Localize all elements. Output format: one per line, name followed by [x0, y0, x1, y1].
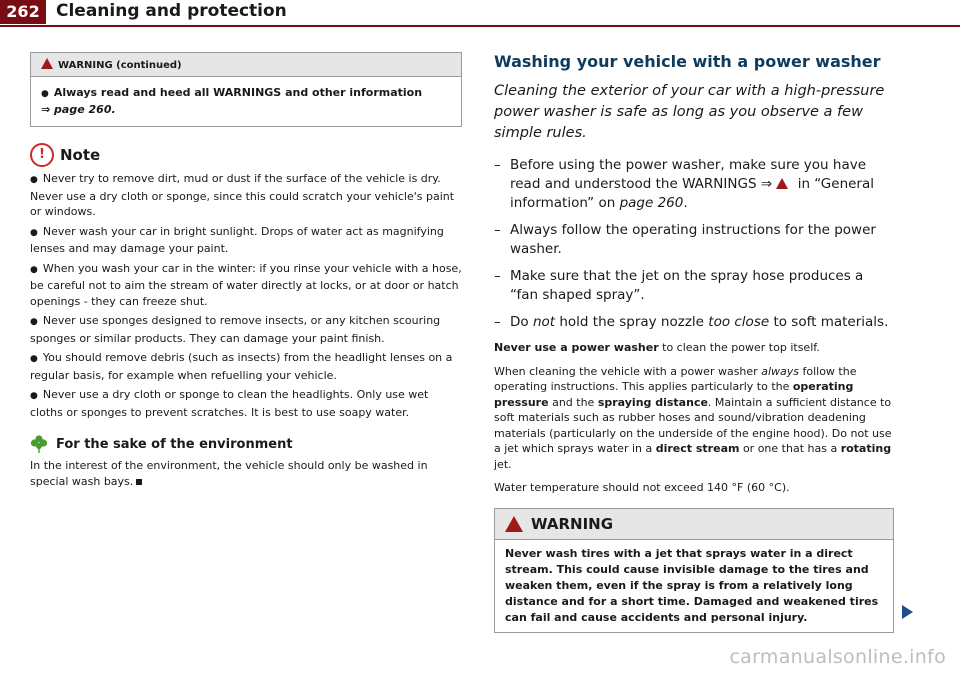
- warning-box: [494, 508, 894, 633]
- page-reference-link[interactable]: page 260: [619, 195, 684, 211]
- warning-triangle-icon: [776, 178, 788, 189]
- list-item: ● When you wash your car in the winter: if you rinse your vehicle with a hose, be careful not to aim the stream of water directly at locks, or at door or hatch openings - they can freeze shut.: [30, 261, 462, 308]
- bullet-icon: ●: [41, 89, 49, 99]
- list-item: – Always follow the operating instructions for the power washer.: [494, 222, 876, 257]
- warning-continued-body: ● Always read and heed all WARNINGS and other information ⇒ page 260.: [41, 86, 423, 116]
- note-list: [30, 171, 462, 420]
- warning-continued-heading: WARNING (continued): [31, 53, 461, 77]
- warning-heading: WARNING: [495, 509, 893, 540]
- section-heading: Washing your vehicle with a power washer: [494, 52, 881, 71]
- list-item: – Make sure that the jet on the spray hose produces a “fan shaped spray”.: [494, 268, 864, 303]
- list-item: – Before using the power washer, make sure you have read and understood the WARNINGS ⇒ in “General information” on page 260.: [494, 157, 875, 211]
- list-item: ● Never wash your car in bright sunlight. Drops of water act as magnifying lenses and may damage your paint.: [30, 224, 444, 255]
- continue-arrow-icon[interactable]: [902, 605, 913, 619]
- list-item: ● Never try to remove dirt, mud or dust if the surface of the vehicle is dry. Never use a dry cloth or sponge, since this could scratch your vehicle's paint or windows.: [30, 172, 455, 218]
- list-item: ● Never use a dry cloth or sponge to clean the headlights. Only use wet cloths or sponges to prevent scratches. It is best to use soapy water.: [30, 388, 429, 419]
- list-item: – Do not hold the spray nozzle too close to soft materials.: [494, 314, 889, 330]
- warning-body: Never wash tires with a jet that sprays water in a direct stream. This could cause invisible damage to the tires and weaken them, even if the spray is from a relatively long distance and for a short time. Damaged and weakened tires can fail and cause accidents and personal injury.: [505, 546, 879, 624]
- end-of-section-icon: [136, 479, 142, 485]
- note-heading: ! Note: [30, 143, 462, 167]
- operating-paragraph: When cleaning the vehicle with a power washer always follow the operating instructions. This applies particularly to the operating pressure and the spraying distance. Maintain a sufficient distance to soft materials such as rubber hoses and sound/vibration deadening materials (particularly on the underside of the engine hood). Do not use a jet which sprays water in a direct stream or one that has a rotating jet.: [494, 364, 892, 471]
- left-column: [30, 52, 462, 489]
- page-number: 262: [0, 0, 46, 24]
- list-item: ● You should remove debris (such as insects) from the headlight lenses on a regular basis, for example when refuelling your vehicle.: [30, 351, 453, 382]
- power-top-paragraph: Never use a power washer to clean the power top itself.: [494, 341, 820, 354]
- watermark: carmanualsonline.info: [729, 646, 946, 668]
- page-reference-link[interactable]: ⇒ page 260.: [41, 103, 116, 116]
- environment-heading: For the sake of the environment: [30, 434, 462, 454]
- warning-triangle-icon: [505, 516, 523, 532]
- page-header: [0, 0, 960, 28]
- warning-continued-box: [30, 52, 462, 127]
- warning-triangle-icon: [41, 58, 53, 69]
- environment-text: In the interest of the environment, the vehicle should only be washed in special wash bays.: [30, 459, 428, 488]
- step-list: [494, 156, 894, 332]
- temperature-paragraph: Water temperature should not exceed 140 °F (60 °C).: [494, 481, 790, 494]
- exclamation-circle-icon: !: [30, 143, 54, 167]
- list-item: ● Never use sponges designed to remove insects, or any kitchen scouring sponges or similar products. They can damage your paint finish.: [30, 314, 441, 345]
- header-rule: [0, 25, 960, 27]
- section-title: Cleaning and protection: [56, 1, 287, 21]
- leaf-icon: [30, 434, 48, 454]
- right-column: [494, 52, 894, 633]
- intro-text: Cleaning the exterior of your car with a high-pressure power washer is safe as long as you observe a few simple rules.: [494, 83, 885, 141]
